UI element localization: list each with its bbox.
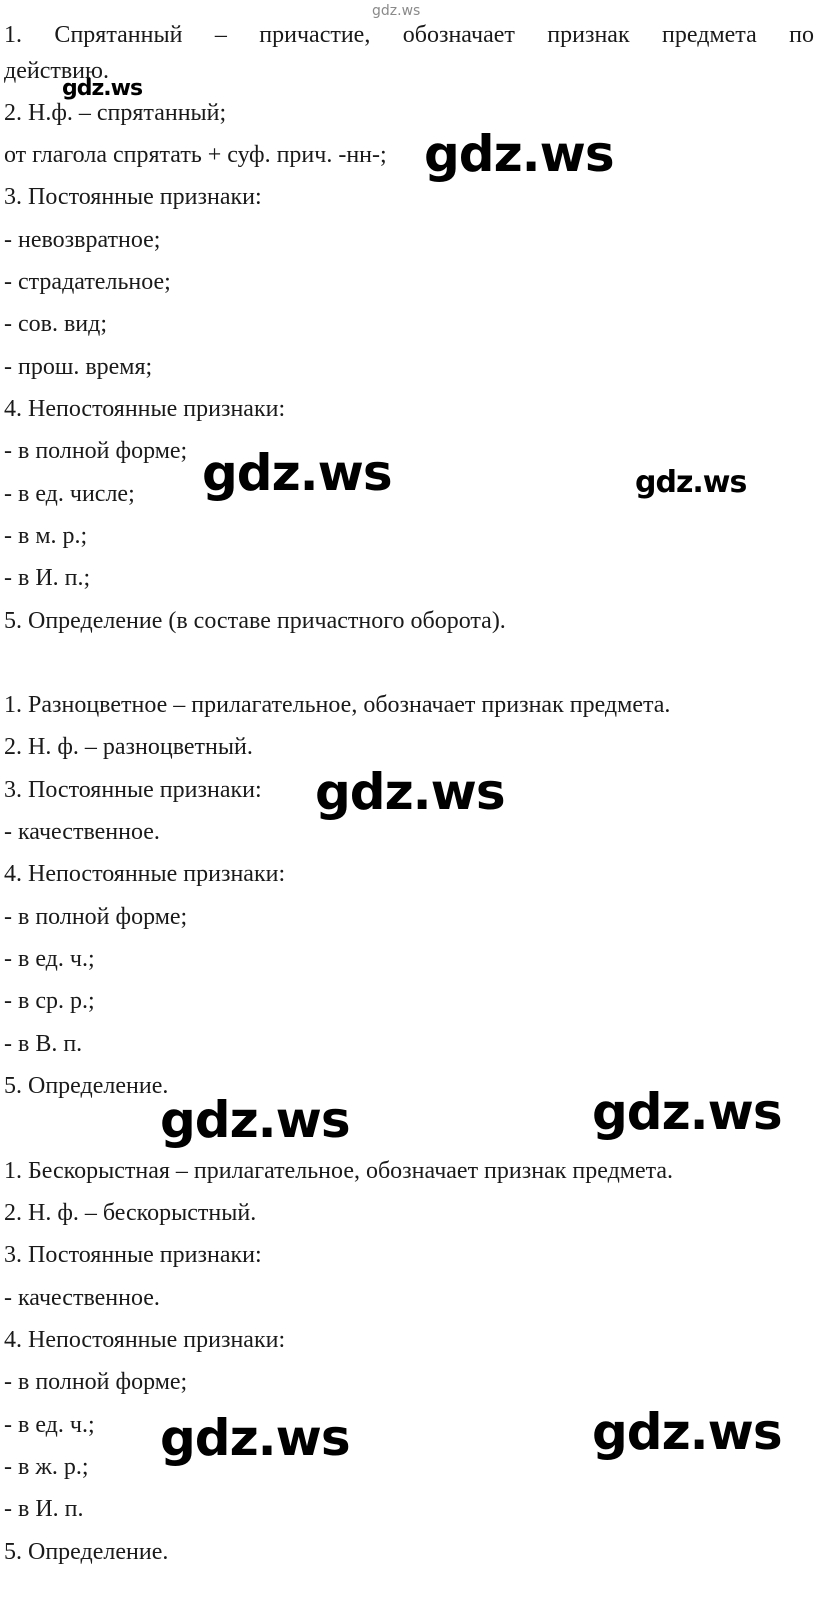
block3-line3: 3. Постоянные признаки: [4,1242,262,1268]
block1-line14: 5. Определение (в составе причастного оборота). [4,608,506,634]
block2-line4: - качественное. [4,819,160,845]
block2-line10: 5. Определение. [4,1073,169,1099]
block3-line1: 1. Бескорыстная – прилагательное, обозначает признак предмета. [4,1158,674,1184]
block1-line1: 1. Спрятанный – причастие, обозначает признак предмета по [4,22,814,48]
watermark-large-5: gdz.ws [592,1083,782,1141]
block1-line7: - сов. вид; [4,311,108,337]
watermark-large-7: gdz.ws [592,1403,782,1461]
block3-line2: 2. Н. ф. – бескорыстный. [4,1200,257,1226]
block3-line4: - качественное. [4,1285,160,1311]
watermark-large-1: gdz.ws [424,125,614,183]
block1-line5: - невозвратное; [4,227,161,253]
block3-line5: 4. Непостоянные признаки: [4,1327,286,1353]
block1-line9: 4. Непостоянные признаки: [4,396,286,422]
block1-line3: от глагола спрятать + суф. прич. -нн-; [4,142,387,168]
block1-line11: - в ед. числе; [4,481,135,507]
block1-line13: - в И. п.; [4,565,91,591]
block1-line10: - в полной форме; [4,438,188,464]
watermark-medium-right: gdz.ws [635,465,747,500]
block1-line8: - прош. время; [4,354,153,380]
block3-line8: - в ж. р.; [4,1454,89,1480]
block2-line6: - в полной форме; [4,904,188,930]
watermark-large-3: gdz.ws [315,763,505,821]
block2-line8: - в ср. р.; [4,988,95,1014]
block2-line3: 3. Постоянные признаки: [4,777,262,803]
block2-line9: - в В. п. [4,1031,83,1057]
block1-line4: 3. Постоянные признаки: [4,184,262,210]
block1-line1-continued: действию. [4,58,109,84]
block2-line7: - в ед. ч.; [4,946,95,972]
block1-line6: - страдательное; [4,269,171,295]
watermark-small-top-left: gdz.ws [62,76,143,101]
block3-line7: - в ед. ч.; [4,1412,95,1438]
watermark-large-6: gdz.ws [160,1409,350,1467]
block3-line9: - в И. п. [4,1496,84,1522]
watermark-top: gdz.ws [372,3,421,19]
block2-line2: 2. Н. ф. – разноцветный. [4,734,253,760]
block2-line5: 4. Непостоянные признаки: [4,861,286,887]
block2-line1: 1. Разноцветное – прилагательное, обозначает признак предмета. [4,692,671,718]
block3-line10: 5. Определение. [4,1539,169,1565]
watermark-large-4: gdz.ws [160,1091,350,1149]
block1-line12: - в м. р.; [4,523,88,549]
watermark-large-2: gdz.ws [202,444,392,502]
block1-line2: 2. Н.ф. – спрятанный; [4,100,227,126]
block3-line6: - в полной форме; [4,1369,188,1395]
